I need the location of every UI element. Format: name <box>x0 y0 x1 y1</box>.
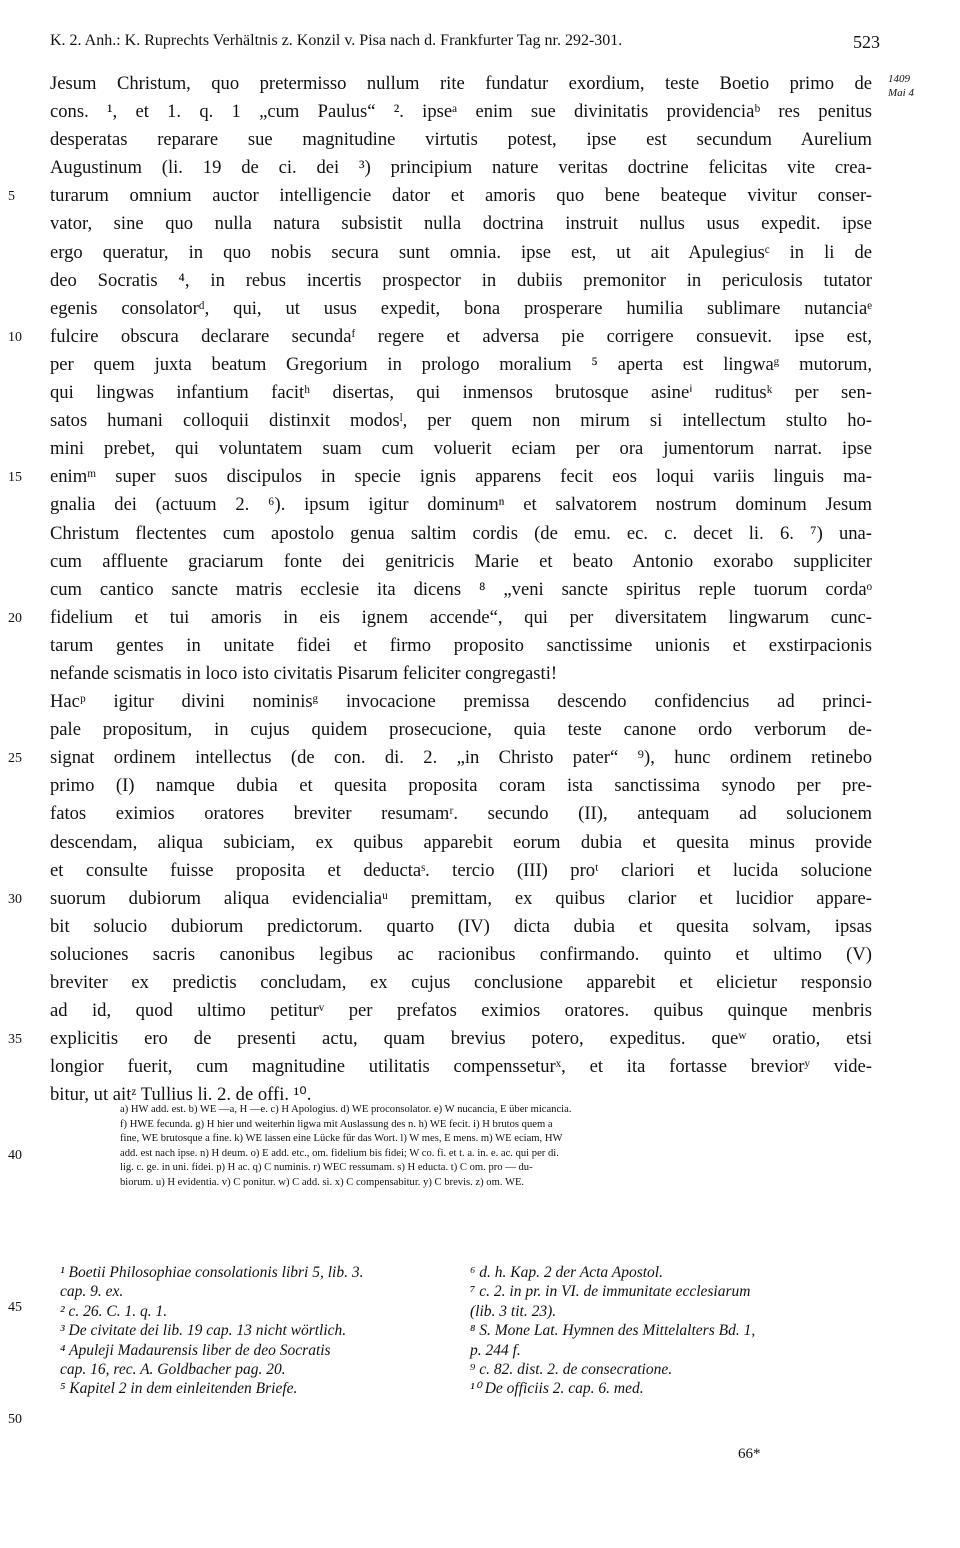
text-line: explicitis ero de presenti actu, quam brevius potero, expeditus. queʷ oratio, etsi <box>50 1028 872 1050</box>
text-line: nefande scismatis in loco isto civitatis Pisarum feliciter congregasti! <box>50 662 558 684</box>
text-line: qui lingwas infantium facitʰ disertas, qui inmensos brutosque asineⁱ ruditusᵏ per sen- <box>50 382 872 404</box>
line-number: 35 <box>8 1032 22 1048</box>
running-title: K. 2. Anh.: K. Ruprechts Verhältnis z. Konzil v. Pisa nach d. Frankfurter Tag nr. 292-301. <box>50 32 623 49</box>
apparatus-line: lig. c. ge. in uni. fidei. p) H ac. q) C numinis. r) WEC ressumam. s) H educta. t) C om. pro — du- <box>120 1162 533 1174</box>
footnote-line: cap. 9. ex. <box>60 1283 124 1301</box>
text-line: signat ordinem intellectus (de con. di. 2. „in Christo pater“ ⁹), hunc ordinem retinebo <box>50 747 872 769</box>
footnote-line: ⁸ S. Mone Lat. Hymnen des Mittelalters Bd. 1, <box>470 1322 756 1340</box>
line-number: 20 <box>8 610 22 626</box>
text-line: primo (I) namque dubia et quesita proposita coram ista sanctissima synodo per pre- <box>50 775 872 797</box>
page-number: 523 <box>853 32 880 52</box>
line-number: 45 <box>8 1300 22 1315</box>
text-line: turarum omnium auctor intelligencie dator et amoris quo bene beateque vivitur conser- <box>50 185 872 207</box>
text-line: longior fuerit, cum magnitudine utilitatis compensseturˣ, et ita fortasse breviorʸ vide- <box>50 1056 872 1078</box>
critical-apparatus <box>120 1103 880 1191</box>
text-line: ad id, quod ultimo petiturᵛ per prefatos eximios oratores. quibus quinque menbris <box>50 1000 872 1022</box>
text-line: Christum flectentes cum apostolo genua saltim cordis (de emu. ec. c. decet li. 6. ⁷) una- <box>50 522 872 544</box>
text-line: bitur, ut aitᶻ Tullius li. 2. de offi. ¹⁰. <box>50 1084 312 1106</box>
text-line: fatos eximios oratores breviter resumamʳ. secundo (II), antequam ad solucionem <box>50 803 872 825</box>
apparatus-line: a) HW add. est. b) WE —a, H —e. c) H Apologius. d) WE proconsolator. e) W nucancia, E über micancia. <box>120 1104 572 1115</box>
line-number: 15 <box>8 470 22 486</box>
apparatus-line: add. est nach ipse. n) H deum. o) E add. etc., om. fidelium bis fidei; W co. fi. et t. a. in. e. ac. qui per di. <box>120 1147 559 1159</box>
footnote-line: ¹⁰ De officiis 2. cap. 6. med. <box>470 1380 644 1398</box>
text-line: cum cantico sancte matris ecclesie ita dicens ⁸ „veni sancte spiritus reple tuorum cordaᵒ <box>50 578 872 600</box>
line-number: 40 <box>8 1148 22 1163</box>
main-text <box>50 70 872 1109</box>
text-line: et consulte fuisse proposita et deductaˢ. tercio (III) proᵗ clariori et lucida solucione <box>50 859 872 881</box>
footnotes-left-column <box>60 1263 470 1399</box>
text-line: soluciones sacris canonibus legibus ac racionibus confirmando. quinto et ultimo (V) <box>50 943 872 965</box>
text-line: tarum gentes in unitate fidei et firmo proposito sanctissime unionis et exstirpacionis <box>50 634 872 656</box>
text-line: fulcire obscura declarare secundaᶠ regere et adversa pie corrigere consuevit. ipse est, <box>50 325 872 347</box>
apparatus-line: biorum. u) H evidentia. v) C ponitur. w) C add. si. x) C compensabitur. y) C brevis. z) om. WE. <box>120 1176 525 1188</box>
text-line: Hacᵖ igitur divini nominisᵍ invocacione premissa descendo confidencius ad princi- <box>50 691 872 713</box>
text-line: descendam, aliqua subiciam, ex quibus apparebit eorum dubia et quesita minus provide <box>50 831 872 853</box>
text-line: cum affluente graciarum fonte dei genitricis Marie et beato Antonio exorabo suppliciter <box>50 550 872 572</box>
signature-mark: 66* <box>738 1446 761 1462</box>
running-header <box>50 32 880 56</box>
footnote-line: ² c. 26. C. 1. q. 1. <box>60 1302 168 1320</box>
margin-date-year: 1409 <box>888 73 910 85</box>
footnote-line: ⁶ d. h. Kap. 2 der Acta Apostol. <box>470 1264 663 1281</box>
text-line: ergo queratur, in quo nobis secura sunt omnia. ipse est, ut ait Apulegiusᶜ in li de <box>50 241 872 263</box>
footnote-line: ³ De civitate dei lib. 19 cap. 13 nicht wörtlich. <box>60 1322 347 1340</box>
footnote-line: ⁵ Kapitel 2 in dem einleitenden Briefe. <box>60 1380 298 1398</box>
text-line: breviter ex predictis concludam, ex cujus conclusione apparebit et elicietur responsio <box>50 972 872 993</box>
footnote-line: ⁴ Apuleji Madaurensis liber de deo Socratis <box>60 1341 331 1359</box>
footnote-line: (lib. 3 tit. 23). <box>470 1302 557 1320</box>
text-line: fidelium et tui amoris in eis ignem accende“, qui per diversitatem lingwarum cunc- <box>50 606 872 628</box>
footnote-line: ⁷ c. 2. in pr. in VI. de immunitate ecclesiarum <box>470 1283 751 1301</box>
text-line: Jesum Christum, quo pretermisso nullum rite fundatur exordium, teste Boetio primo de <box>50 73 872 94</box>
line-number: 30 <box>8 891 22 907</box>
text-line: desperatas reparare sue magnitudine virtutis potest, ipse est secundum Aurelium <box>50 129 872 151</box>
text-line: pale propositum, in cujus quidem prosecucione, quia teste canone ordo verborum de- <box>50 719 872 741</box>
margin-date <box>888 72 948 100</box>
apparatus-line: fine, WE brutosque a fine. k) WE lassen eine Lücke für das Wort. l) W mes, E mens. m) WE eciam, HW <box>120 1133 563 1145</box>
footnote-line: ¹ Boetii Philosophiae consolationis libri 5, lib. 3. <box>60 1264 364 1281</box>
text-line: egenis consolatorᵈ, qui, ut usus expedit, bona prosperare humilia sublimare nutanciaᵉ <box>50 297 872 319</box>
text-line: satos humani colloquii distinxit modosˡ, per quem non mirum si intellectum stulto ho- <box>50 410 872 432</box>
text-line: per quem juxta beatum Gregorium in prologo moralium ⁵ aperta est lingwaᵍ mutorum, <box>50 353 872 375</box>
line-number: 5 <box>8 189 15 205</box>
footnote-line: ⁹ c. 82. dist. 2. de consecratione. <box>470 1360 673 1378</box>
text-line: suorum dubiorum aliqua evidencialiaᵘ premittam, ex quibus clarior et lucidior appare- <box>50 887 872 909</box>
apparatus-line: f) HWE fecunda. g) H hier und weiterhin ligwa mit Auslassung des n. h) WE fecit. i) H brutos quem a <box>120 1118 553 1130</box>
text-line: mini prebet, qui voluntatem suam cum voluerit eciam per ora jumentorum narrat. ipse <box>50 438 872 460</box>
line-number: 10 <box>8 329 22 345</box>
line-number: 50 <box>8 1412 22 1427</box>
footnotes-right-column <box>470 1263 890 1399</box>
text-line: enimᵐ super suos discipulos in specie ignis apparens fecit eos loqui variis linguis ma- <box>50 466 872 488</box>
footnote-line: p. 244 f. <box>470 1341 521 1359</box>
text-line: bit solucio dubiorum predictorum. quarto (IV) dicta dubia et quesita solvam, ipsas <box>50 915 872 937</box>
text-line: deo Socratis ⁴, in rebus incertis prospector in dubiis premonitor in periculosis tutator <box>50 269 872 291</box>
line-number: 25 <box>8 751 22 767</box>
text-line: gnalia dei (actuum 2. ⁶). ipsum igitur dominumⁿ et salvatorem nostrum dominum Jesum <box>50 494 872 516</box>
footnote-line: cap. 16, rec. A. Goldbacher pag. 20. <box>60 1360 286 1378</box>
margin-date-day: Mai 4 <box>888 87 914 99</box>
text-line: vator, sine quo nulla natura subsistit nulla doctrina instruit nullus usus expedit. ipse <box>50 213 872 235</box>
text-line: cons. ¹, et 1. q. 1 „cum Paulus“ ². ipseᵃ enim sue divinitatis providenciaᵇ res penitus <box>50 101 872 123</box>
text-line: Augustinum (li. 19 de ci. dei ³) principium nature veritas doctrine felicitas vite crea- <box>50 157 872 179</box>
